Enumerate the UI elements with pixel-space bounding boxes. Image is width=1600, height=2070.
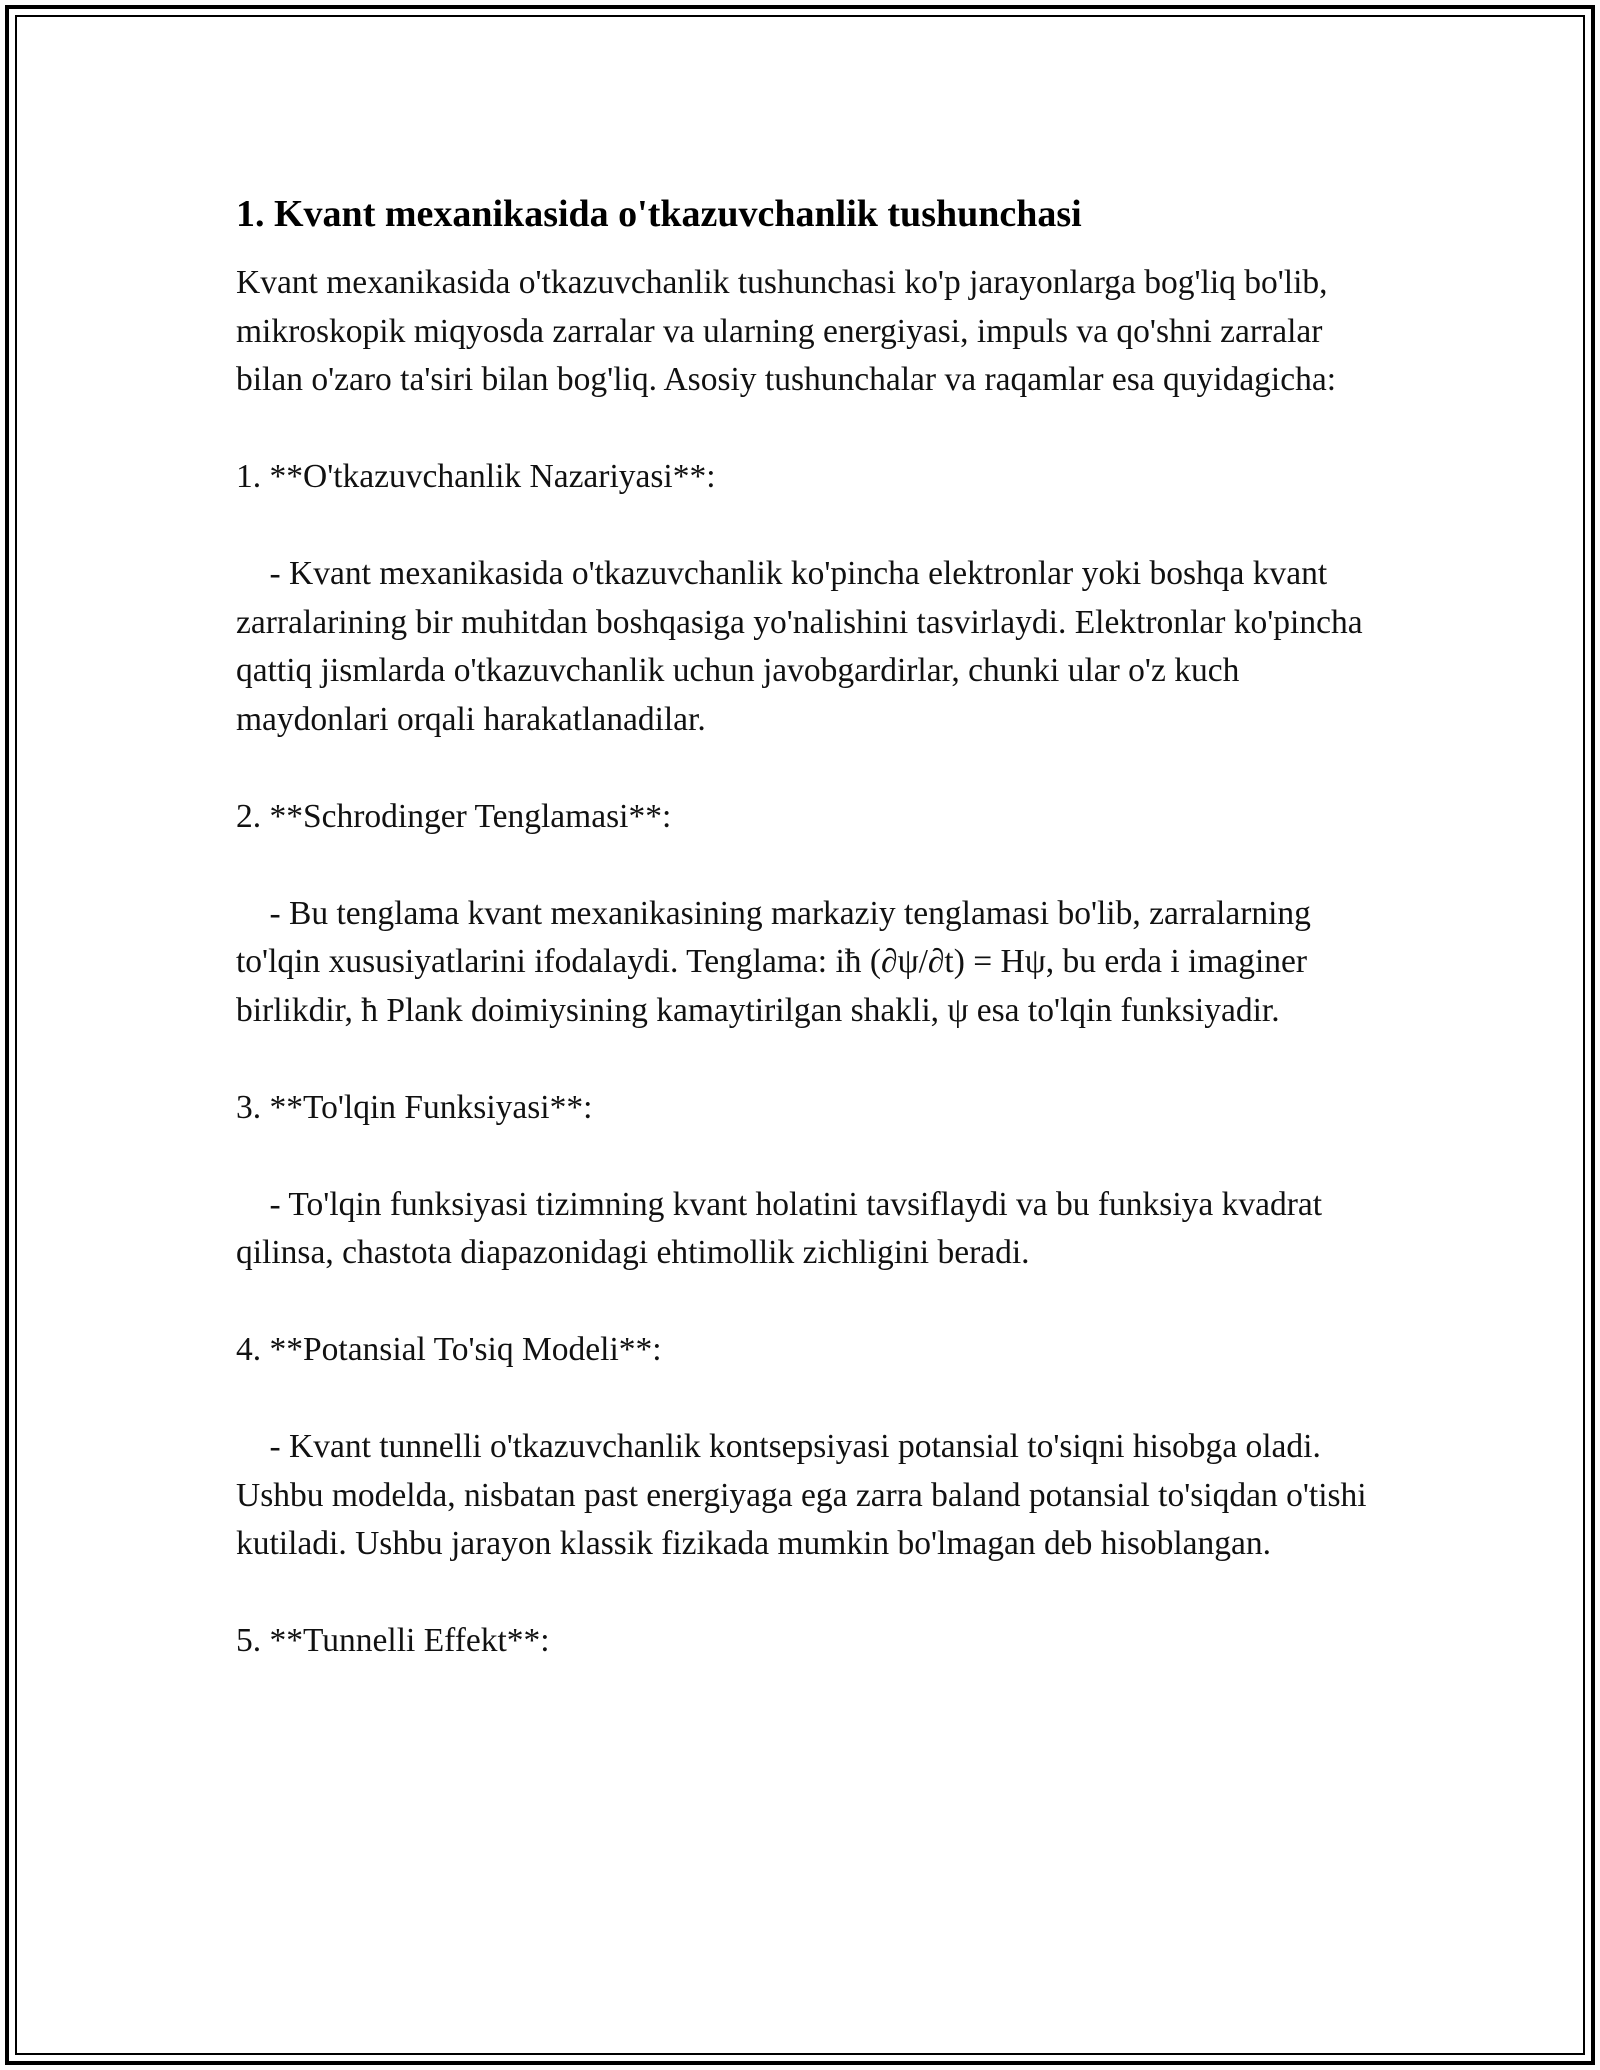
spacer <box>236 1375 1376 1424</box>
section-heading-1: 1. **O'tkazuvchanlik Nazariyasi**: <box>236 458 716 495</box>
document-content <box>236 185 1376 1666</box>
section-heading-5: 5. **Tunnelli Effekt**: <box>236 1622 550 1659</box>
section-body-2: - Bu tenglama kvant mexanikasining markaziy tenglamasi bo'lib, zarralarning to'lqin xususiyatlarini ifodalaydi. Tenglama: iħ (∂ψ/∂t) = Hψ, bu erda i imaginer birlikdir, ħ Plank doimiysining kamaytirilgan shakli, ψ esa to'lqin funksiyadir. <box>236 894 1320 1029</box>
spacer <box>236 1035 1376 1084</box>
spacer <box>236 405 1376 454</box>
intro-paragraph: Kvant mexanikasida o'tkazuvchanlik tushunchasi ko'p jarayonlarga bog'liq bo'lib, mikroskopik miqyosda zarralar va ularning energiyasi, impuls va qo'shni zarralar bilan o'zaro ta'siri bilan bog'liq. Asosiy tushunchalar va raqamlar esa quyidagicha: <box>236 264 1337 398</box>
spacer <box>236 502 1376 551</box>
section-body-3: - To'lqin funksiyasi tizimning kvant holatini tavsiflaydi va bu funksiya kvadrat qilinsa, chastota diapazonidagi ehtimollik zichligini beradi. <box>236 1185 1331 1271</box>
spacer <box>236 1569 1376 1618</box>
document-title: 1. Kvant mexanikasida o'tkazuvchanlik tushunchasi <box>236 193 1082 235</box>
section-body-4: - Kvant tunnelli o'tkazuvchanlik kontsepsiyasi potansial to'siqni hisobga oladi. Ushbu modelda, nisbatan past energiyaga ega zarra baland potansial to'siqdan o'tishi kutiladi. Ushbu jarayon klassik fizikada mumkin bo'lmagan deb hisoblangan. <box>236 1428 1375 1562</box>
section-heading-2: 2. **Schrodinger Tenglamasi**: <box>236 797 672 835</box>
spacer <box>236 1132 1376 1181</box>
section-heading-4: 4. **Potansial To'siq Modeli**: <box>236 1331 662 1368</box>
section-heading-3: 3. **To'lqin Funksiyasi**: <box>236 1088 593 1126</box>
section-body-1: - Kvant mexanikasida o'tkazuvchanlik ko'pincha elektronlar yoki boshqa kvant zarralarining bir muhitdan boshqasiga yo'nalishini tasvirlaydi. Elektronlar ko'pincha qattiq jismlarda o'tkazuvchanlik uchun javobgardirlar, chunki ular o'z kuch maydonlari orqali harakatlanadilar. <box>236 555 1371 738</box>
spacer <box>236 1278 1376 1327</box>
spacer <box>236 744 1376 793</box>
spacer <box>236 841 1376 890</box>
